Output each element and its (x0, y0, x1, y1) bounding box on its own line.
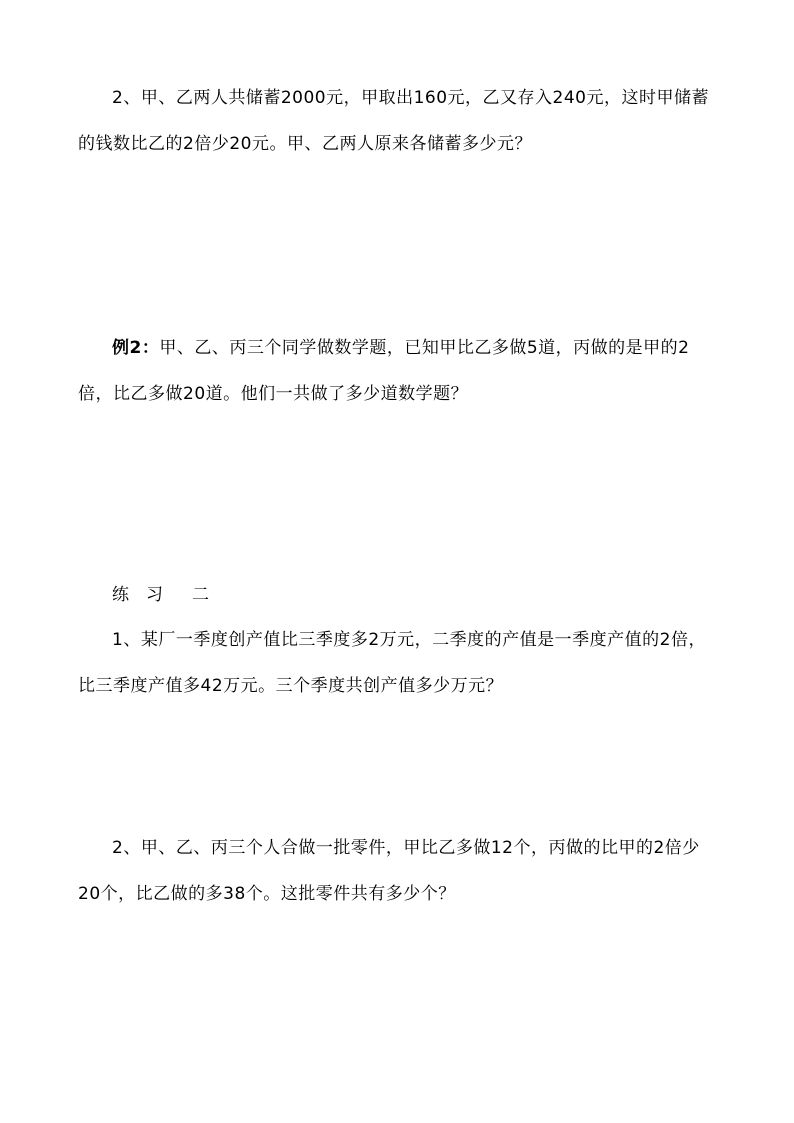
practice-heading (112, 582, 209, 608)
example-2 (78, 325, 722, 417)
problem-2: 2、甲、乙两人共储蓄2000元，甲取出160元，乙又存入240元，这时甲储蓄的钱数比乙的2倍少20元。甲、乙两人原来各储蓄多少元？ (78, 88, 709, 154)
practice-question-2: 2、甲、乙、丙三个人合做一批零件，甲比乙多做12个，丙做的比甲的2倍少20个，比乙做的多38个。这批零件共有多少个？ (78, 838, 700, 904)
example-2-label: 例2： (112, 338, 160, 358)
practice-heading-char-1: 练 (112, 585, 129, 605)
example-2-text: 甲、乙、丙三个同学做数学题，已知甲比乙多做5道，丙做的是甲的2倍，比乙多做20道。他们一共做了多少道数学题？ (78, 338, 690, 404)
practice-heading-char-3: 二 (192, 585, 209, 605)
practice-heading-char-2: 习 (146, 585, 163, 605)
practice-question-1: 1、某厂一季度创产值比三季度多2万元，二季度的产值是一季度产值的2倍，比三季度产值多42万元。三个季度共创产值多少万元？ (78, 630, 706, 696)
